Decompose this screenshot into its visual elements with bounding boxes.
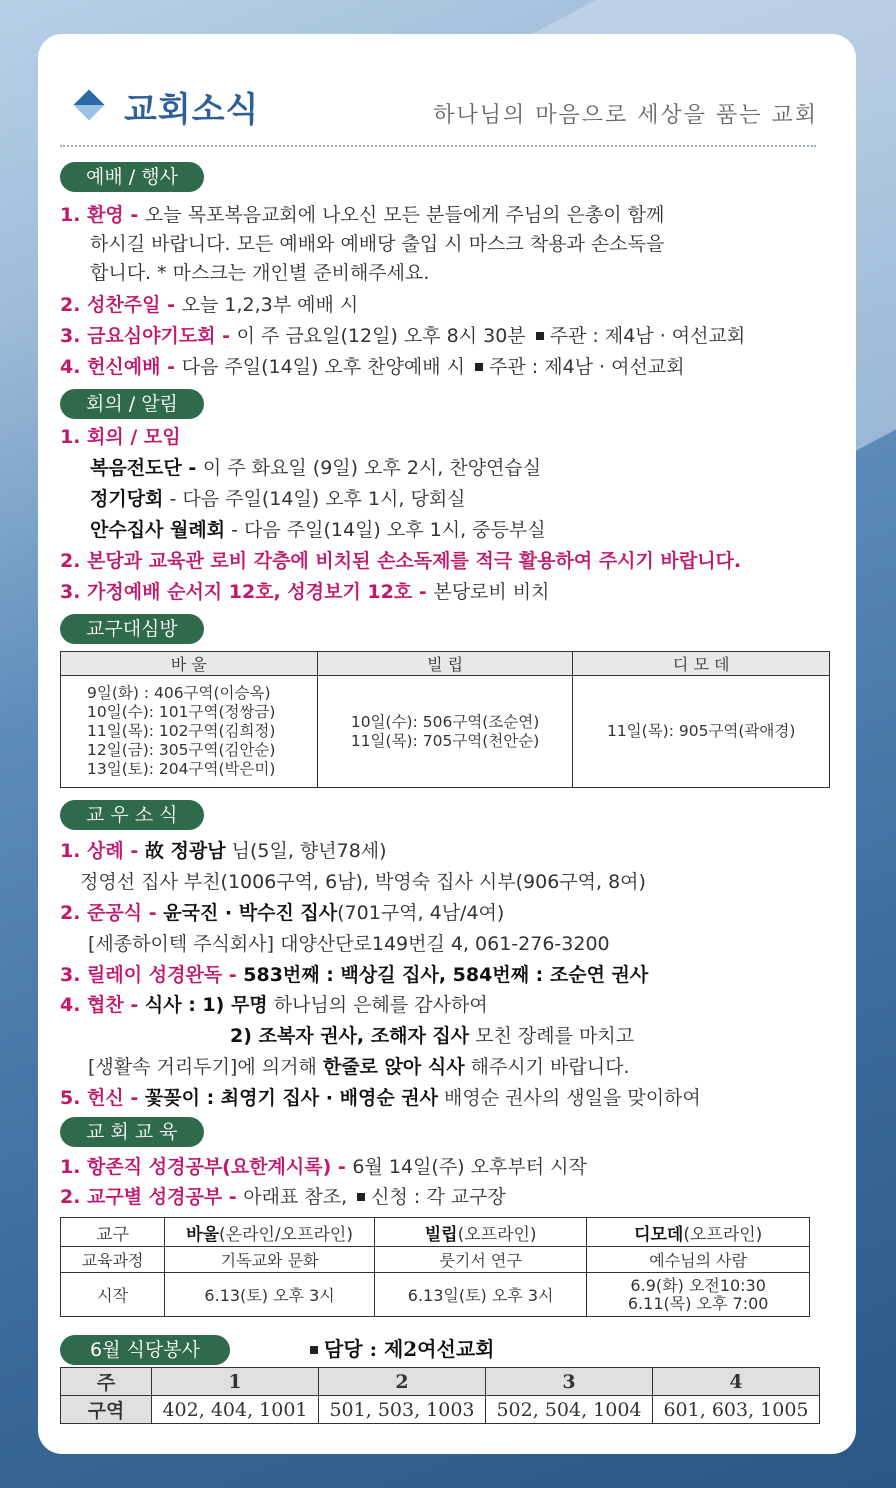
news-line-1b: 정영선 집사 부친(1006구역, 6남), 박영숙 집사 시부(906구역, 8여)	[80, 871, 646, 893]
edu-header-philip: 빌립(오프라인)	[374, 1218, 586, 1247]
square-bullet-icon	[357, 1193, 365, 1201]
news-line-3: 3. 릴레이 성경완독 - 583번째 : 백상길 집사, 584번째 : 조순연 권사	[60, 964, 649, 986]
edu-course-paul: 기독교와 문화	[165, 1247, 375, 1273]
meal-cell-2: 501, 503, 1003	[319, 1396, 486, 1424]
news-line-4b: 2) 조복자 권사, 조해자 집사 모친 장례를 마치고	[230, 1025, 635, 1047]
square-bullet-icon	[475, 363, 483, 371]
district-header-paul: 바 울	[61, 652, 318, 676]
page-subtitle: 하나님의 마음으로 세상을 품는 교회	[433, 103, 818, 128]
square-bullet-icon	[536, 332, 544, 340]
edu-course-timothy: 예수님의 사람	[587, 1247, 810, 1273]
edu-start-label: 시작	[61, 1273, 165, 1317]
district-cell-philip: 10일(수): 506구역(조순연) 11일(목): 705구역(천안순)	[317, 676, 573, 788]
meal-header-2: 2	[319, 1368, 486, 1396]
worship-line-2: 2. 성찬주일 - 오늘 1,2,3부 예배 시	[60, 294, 359, 316]
section-education: 교 회 교 육	[60, 1117, 204, 1147]
edu-course-philip: 룻기서 연구	[374, 1247, 586, 1273]
news-line-4c: [생활속 거리두기]에 의거해 한줄로 앉아 식사 해주시기 바랍니다.	[88, 1056, 630, 1078]
district-header-philip: 빌 립	[317, 652, 573, 676]
page-title: 교회소식	[124, 90, 260, 130]
meeting-line-1: 1. 회의 / 모임	[60, 426, 181, 448]
meal-header-week: 주	[61, 1368, 152, 1396]
meal-cell-1: 402, 404, 1001	[152, 1396, 319, 1424]
education-line-1: 1. 항존직 성경공부(요한계시록) - 6월 14일(주) 오후부터 시작	[60, 1156, 587, 1178]
edu-start-philip: 6.13일(토) 오후 3시	[374, 1273, 586, 1317]
worship-line-1c: 합니다. * 마스크는 개인별 준비해주세요.	[90, 262, 430, 284]
diamond-icon	[73, 89, 104, 120]
edu-start-timothy: 6.9(화) 오전10:30 6.11(목) 오후 7:00	[587, 1273, 810, 1317]
worship-line-3: 3. 금요심야기도회 - 이 주 금요일(12일) 오후 8시 30분 주관 : 제4남 · 여선교회	[60, 325, 746, 347]
section-district: 교구대심방	[60, 614, 204, 644]
meal-header-3: 3	[486, 1368, 653, 1396]
district-table	[60, 651, 830, 788]
edu-header-paul: 바울(온라인/오프라인)	[165, 1218, 375, 1247]
section-worship: 예배 / 행사	[60, 162, 204, 192]
meeting-line-2: 2. 본당과 교육관 로비 각층에 비치된 손소독제를 적극 활용하여 주시기 바랍니다.	[60, 550, 742, 572]
meal-manager: 담당 : 제2여선교회	[310, 1336, 494, 1362]
worship-line-1b: 하시길 바랍니다. 모든 예배와 예배당 출입 시 마스크 착용과 손소독을	[90, 233, 665, 255]
meeting-line-b: 정기당회 - 다음 주일(14일) 오후 1시, 당회실	[90, 488, 466, 510]
edu-header-timothy: 디모데(오프라인)	[587, 1218, 810, 1247]
divider	[60, 145, 816, 147]
header	[78, 86, 818, 130]
meeting-line-3: 3. 가정예배 순서지 12호, 성경보기 12호 - 본당로비 비치	[60, 581, 550, 603]
meal-row-label: 구역	[61, 1396, 152, 1424]
meal-header-1: 1	[152, 1368, 319, 1396]
square-bullet-icon	[310, 1346, 318, 1354]
worship-line-4: 4. 헌신예배 - 다음 주일(14일) 오후 찬양예배 시 주관 : 제4남 · 여선교회	[60, 356, 685, 378]
meal-cell-3: 502, 504, 1004	[486, 1396, 653, 1424]
section-meeting: 회의 / 알림	[60, 389, 204, 419]
meeting-line-c: 안수집사 월례회 - 다음 주일(14일) 오후 1시, 중등부실	[90, 519, 546, 541]
district-cell-paul: 9일(화) : 406구역(이승옥) 10일(수): 101구역(정쌍금) 11일(목): 102구역(김희정) 12일(금): 305구역(김안순) 13일(토): 204구역(박은미)	[61, 676, 318, 788]
news-line-2: 2. 준공식 - 윤국진 · 박수진 집사(701구역, 4남/4여)	[60, 902, 505, 924]
education-line-2: 2. 교구별 성경공부 - 아래표 참조, 신청 : 각 교구장	[60, 1186, 506, 1208]
worship-line-1: 1. 환영 - 오늘 목포복음교회에 나오신 모든 분들에게 주님의 은총이 함께	[60, 204, 665, 226]
news-line-1: 1. 상례 - 故 정광남 님(5일, 향년78세)	[60, 840, 387, 862]
edu-header-district: 교구	[61, 1218, 165, 1247]
edu-start-paul: 6.13(토) 오후 3시	[165, 1273, 375, 1317]
meal-table	[60, 1367, 820, 1424]
meal-header-4: 4	[653, 1368, 820, 1396]
education-table	[60, 1217, 810, 1317]
news-line-4: 4. 협찬 - 식사 : 1) 무명 하나님의 은혜를 감사하여	[60, 994, 488, 1016]
district-header-timothy: 디 모 데	[573, 652, 830, 676]
section-news: 교 우 소 식	[60, 800, 204, 830]
news-line-5: 5. 헌신 - 꽃꽂이 : 최영기 집사 · 배영순 권사 배영순 권사의 생일을 맞이하여	[60, 1087, 701, 1109]
bulletin-card	[38, 34, 856, 1454]
meal-cell-4: 601, 603, 1005	[653, 1396, 820, 1424]
news-line-2b: [세종하이텍 주식회사] 대양산단로149번길 4, 061-276-3200	[88, 933, 610, 955]
meeting-line-a: 복음전도단 - 이 주 화요일 (9일) 오후 2시, 찬양연습실	[90, 457, 542, 479]
district-cell-timothy: 11일(목): 905구역(곽애경)	[573, 676, 830, 788]
section-meal: 6월 식당봉사	[60, 1335, 230, 1365]
edu-course-label: 교육과정	[61, 1247, 165, 1273]
